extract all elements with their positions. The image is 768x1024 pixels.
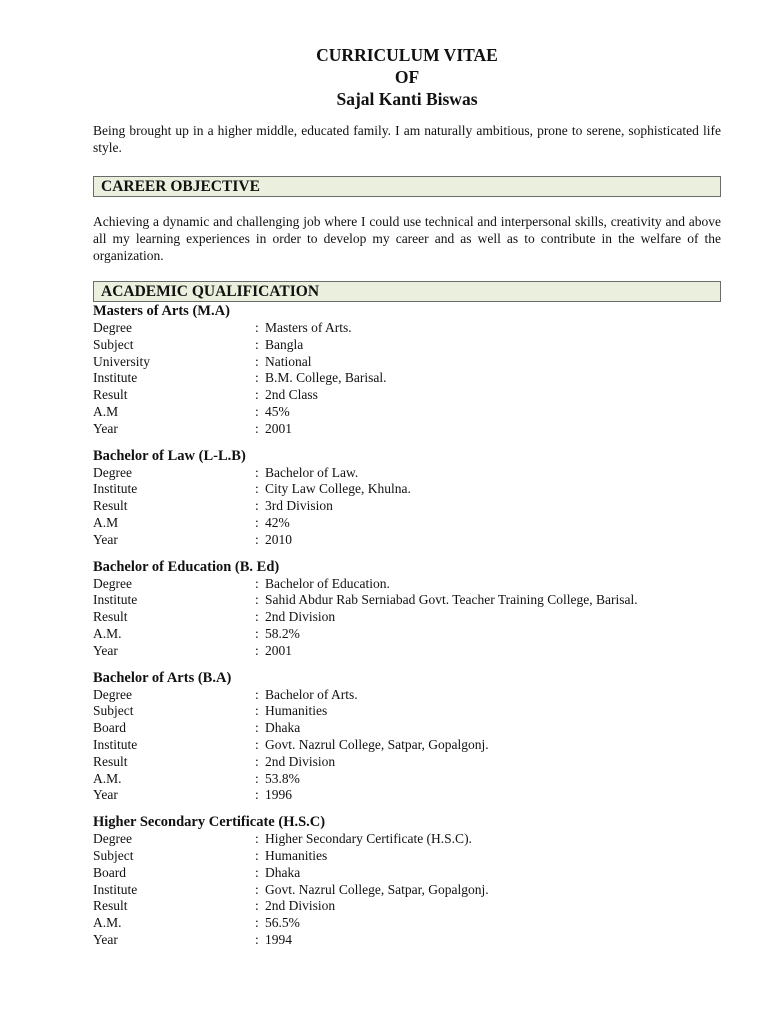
detail-separator: : (255, 915, 259, 931)
detail-row (93, 532, 721, 549)
detail-separator: : (255, 625, 259, 641)
detail-value: Masters of Arts. (265, 320, 352, 335)
detail-value: City Law College, Khulna. (265, 481, 411, 497)
qualification-details (93, 687, 721, 805)
career-objective-text: Achieving a dynamic and challenging job where I could use technical and interpersonal skills, creativity and above all my learning experiences in order to develop my career and as well as to contribute in the welfare of the organization. (93, 214, 721, 263)
detail-label: Year (93, 931, 118, 947)
detail-value: 56.5% (265, 915, 300, 931)
detail-row (93, 626, 721, 643)
detail-value: 1996 (265, 787, 292, 803)
detail-label: Institute (93, 592, 138, 608)
detail-separator: : (255, 686, 259, 702)
detail-label: Year (93, 531, 118, 547)
document-title-of: OF (394, 67, 420, 87)
detail-label: Board (93, 720, 126, 736)
section-header-career-objective: CAREER OBJECTIVE (93, 176, 721, 197)
detail-label: Year (93, 642, 118, 658)
detail-separator: : (255, 931, 259, 947)
detail-row (93, 932, 721, 949)
detail-separator: : (255, 720, 259, 736)
detail-label: Year (93, 787, 118, 803)
detail-label: Result (93, 498, 128, 514)
detail-value: Humanities (265, 847, 328, 863)
qualification-details (93, 831, 721, 949)
detail-value: 1994 (265, 931, 292, 947)
detail-label: Degree (93, 575, 132, 591)
qualification-title: Higher Secondary Certificate (H.S.C) (93, 814, 326, 831)
detail-label: Institute (93, 370, 138, 386)
detail-label: Subject (93, 847, 134, 863)
detail-value: National (265, 353, 312, 369)
detail-label: Degree (93, 831, 132, 847)
detail-row (93, 754, 721, 771)
detail-label: Subject (93, 703, 134, 719)
detail-row (93, 703, 721, 720)
detail-row (93, 609, 721, 626)
detail-row (93, 882, 721, 899)
detail-value: 2001 (265, 642, 292, 658)
detail-row (93, 498, 721, 515)
detail-separator: : (255, 514, 259, 530)
detail-value: 2nd Division (265, 609, 336, 625)
qualification-title: Masters of Arts (M.A) (93, 303, 230, 319)
qualification-details (93, 320, 721, 438)
detail-separator: : (255, 498, 259, 514)
detail-value: Bachelor of Arts. (265, 686, 358, 702)
detail-label: A.M (93, 403, 119, 419)
detail-separator: : (255, 420, 259, 436)
detail-label: A.M. (93, 625, 122, 641)
detail-row (93, 687, 721, 704)
detail-separator: : (255, 370, 259, 386)
detail-separator: : (255, 531, 259, 547)
detail-row (93, 771, 721, 788)
detail-value: 53.8% (265, 770, 300, 786)
qualification-block (93, 813, 721, 949)
detail-row (93, 320, 721, 337)
detail-value: 2nd Division (265, 898, 336, 914)
detail-row (93, 720, 721, 737)
detail-row (93, 421, 721, 438)
detail-separator: : (255, 609, 259, 625)
detail-separator: : (255, 847, 259, 863)
detail-row (93, 387, 721, 404)
detail-separator: : (255, 864, 259, 880)
detail-value: 2010 (265, 531, 292, 547)
detail-row (93, 465, 721, 482)
detail-separator: : (255, 787, 259, 803)
detail-value: B.M. College, Barisal. (265, 370, 387, 386)
detail-label: A.M (93, 514, 119, 530)
detail-separator: : (255, 336, 259, 352)
detail-label: Year (93, 420, 118, 436)
detail-separator: : (255, 575, 259, 591)
qualification-block (93, 302, 721, 438)
detail-separator: : (255, 464, 259, 480)
detail-label: Institute (93, 481, 138, 497)
detail-row (93, 898, 721, 915)
detail-value: Govt. Nazrul College, Satpar, Gopalgonj. (265, 881, 489, 897)
detail-label: University (93, 353, 150, 369)
detail-separator: : (255, 881, 259, 897)
detail-value: Dhaka (265, 720, 301, 736)
detail-label: Institute (93, 881, 138, 897)
detail-separator: : (255, 320, 259, 335)
detail-row (93, 337, 721, 354)
detail-label: Degree (93, 320, 132, 335)
detail-separator: : (255, 403, 259, 419)
detail-separator: : (255, 642, 259, 658)
detail-label: Subject (93, 336, 134, 352)
detail-label: Result (93, 609, 128, 625)
qualification-list (93, 302, 721, 949)
detail-value: 2nd Class (265, 387, 318, 403)
detail-value: 2001 (265, 420, 292, 436)
detail-label: A.M. (93, 770, 122, 786)
detail-row (93, 481, 721, 498)
section-header-academic-qualification: ACADEMIC QUALIFICATION (93, 281, 721, 302)
detail-row (93, 515, 721, 532)
detail-row (93, 370, 721, 387)
detail-row (93, 592, 721, 609)
detail-label: Result (93, 753, 128, 769)
detail-value: Bangla (265, 336, 304, 352)
detail-separator: : (255, 592, 259, 608)
detail-value: Humanities (265, 703, 328, 719)
detail-separator: : (255, 481, 259, 497)
detail-label: Degree (93, 464, 132, 480)
detail-label: Result (93, 898, 128, 914)
detail-value: 45% (265, 403, 290, 419)
detail-label: Institute (93, 736, 138, 752)
detail-row (93, 576, 721, 593)
detail-separator: : (255, 770, 259, 786)
detail-separator: : (255, 387, 259, 403)
detail-label: Board (93, 864, 126, 880)
detail-value: Higher Secondary Certificate (H.S.C). (265, 831, 472, 847)
detail-row (93, 865, 721, 882)
detail-value: 58.2% (265, 625, 300, 641)
qualification-details (93, 576, 721, 660)
detail-value: Govt. Nazrul College, Satpar, Gopalgonj. (265, 736, 489, 752)
cv-page (93, 44, 721, 949)
detail-value: Bachelor of Law. (265, 464, 359, 480)
detail-value: 42% (265, 514, 290, 530)
detail-row (93, 737, 721, 754)
qualification-title: Bachelor of Law (L-L.B) (93, 447, 246, 464)
qualification-details (93, 465, 721, 549)
detail-separator: : (255, 353, 259, 369)
qualification-block (93, 669, 721, 805)
detail-separator: : (255, 703, 259, 719)
detail-row (93, 831, 721, 848)
detail-separator: : (255, 736, 259, 752)
detail-row (93, 354, 721, 371)
detail-value: Bachelor of Education. (265, 575, 390, 591)
qualification-block (93, 558, 721, 660)
qualification-block (93, 447, 721, 549)
detail-separator: : (255, 753, 259, 769)
qualification-title: Bachelor of Education (B. Ed) (93, 558, 280, 575)
detail-value: 2nd Division (265, 753, 336, 769)
detail-row (93, 915, 721, 932)
detail-value: Sahid Abdur Rab Serniabad Govt. Teacher Training College, Barisal. (265, 592, 638, 608)
detail-row (93, 404, 721, 421)
document-title: CURRICULUM VITAE (316, 45, 498, 65)
candidate-name: Sajal Kanti Biswas (336, 89, 478, 109)
detail-label: A.M. (93, 915, 122, 931)
detail-separator: : (255, 831, 259, 847)
intro-paragraph: Being brought up in a higher middle, educated family. I am naturally ambitious, prone to serene, sophisticated life style. (93, 123, 721, 155)
detail-row (93, 787, 721, 804)
detail-row (93, 848, 721, 865)
detail-value: Dhaka (265, 864, 301, 880)
detail-label: Degree (93, 686, 132, 702)
detail-value: 3rd Division (265, 498, 333, 514)
qualification-title: Bachelor of Arts (B.A) (93, 669, 232, 686)
detail-row (93, 643, 721, 660)
detail-label: Result (93, 387, 128, 403)
detail-separator: : (255, 898, 259, 914)
